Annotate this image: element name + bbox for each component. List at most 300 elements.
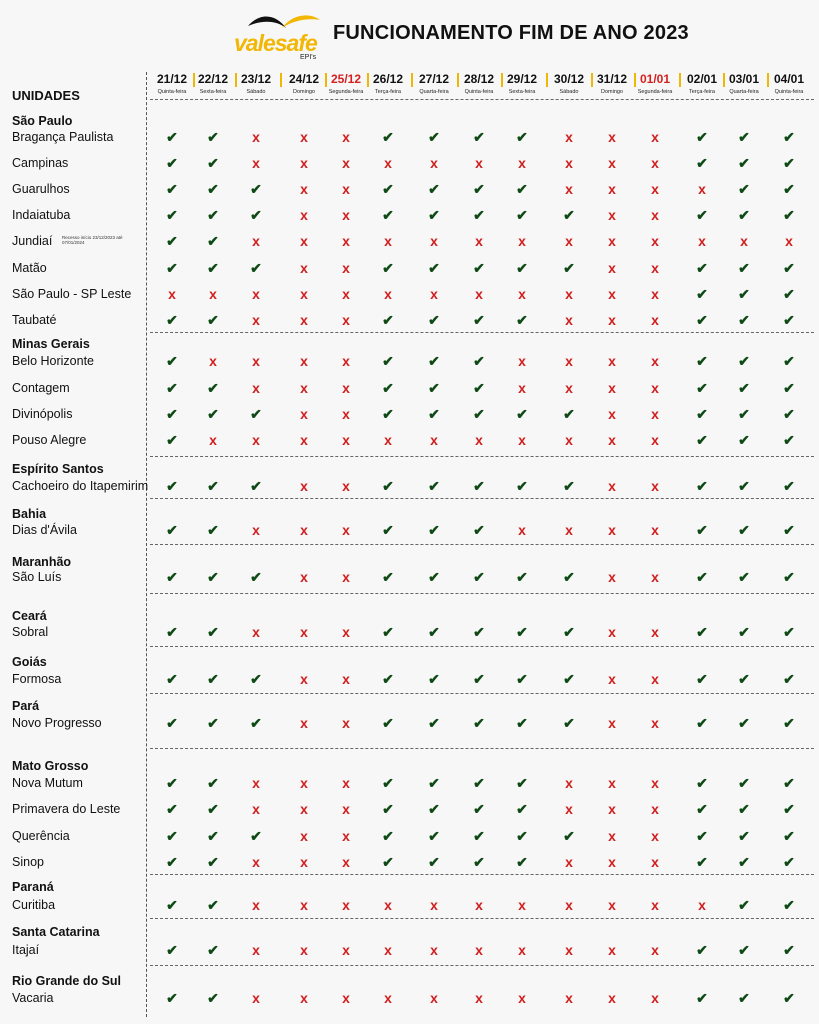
closed-x-icon: x xyxy=(475,432,483,448)
closed-x-icon: x xyxy=(565,432,573,448)
closed-x-icon: x xyxy=(342,801,350,817)
section-divider xyxy=(150,498,814,499)
closed-x-icon: x xyxy=(300,624,308,640)
unit-name: Guarulhos xyxy=(12,182,70,196)
closed-x-icon: x xyxy=(342,155,350,171)
closed-x-icon: x xyxy=(300,671,308,687)
closed-x-icon: x xyxy=(651,207,659,223)
open-check-icon: ✔ xyxy=(428,522,440,538)
open-check-icon: ✔ xyxy=(696,942,708,958)
open-check-icon: ✔ xyxy=(516,260,528,276)
closed-x-icon: x xyxy=(651,828,659,844)
unit-name: São Paulo - SP Leste xyxy=(12,287,132,301)
state-name: Paraná xyxy=(12,880,54,894)
open-check-icon: ✔ xyxy=(783,715,795,731)
open-check-icon: ✔ xyxy=(696,260,708,276)
open-check-icon: ✔ xyxy=(382,569,394,585)
open-check-icon: ✔ xyxy=(738,775,750,791)
closed-x-icon: x xyxy=(209,432,217,448)
open-check-icon: ✔ xyxy=(473,775,485,791)
closed-x-icon: x xyxy=(300,854,308,870)
closed-x-icon: x xyxy=(565,942,573,958)
open-check-icon: ✔ xyxy=(207,828,219,844)
open-check-icon: ✔ xyxy=(738,286,750,302)
open-check-icon: ✔ xyxy=(207,233,219,249)
column-separator xyxy=(325,73,327,87)
unit-name: Divinópolis xyxy=(12,407,73,421)
open-check-icon: ✔ xyxy=(382,624,394,640)
unit-name: Novo Progresso xyxy=(12,716,102,730)
column-date: 31/12 xyxy=(596,72,628,86)
open-check-icon: ✔ xyxy=(207,155,219,171)
column-separator xyxy=(767,73,769,87)
closed-x-icon: x xyxy=(518,233,526,249)
closed-x-icon: x xyxy=(608,775,616,791)
open-check-icon: ✔ xyxy=(516,828,528,844)
open-check-icon: ✔ xyxy=(783,522,795,538)
closed-x-icon: x xyxy=(698,897,706,913)
closed-x-icon: x xyxy=(300,406,308,422)
column-separator xyxy=(411,73,413,87)
open-check-icon: ✔ xyxy=(783,478,795,494)
open-check-icon: ✔ xyxy=(783,801,795,817)
closed-x-icon: x xyxy=(651,406,659,422)
open-check-icon: ✔ xyxy=(696,353,708,369)
closed-x-icon: x xyxy=(342,129,350,145)
logo-wordmark: valesafe xyxy=(234,30,317,56)
open-check-icon: ✔ xyxy=(738,155,750,171)
closed-x-icon: x xyxy=(651,801,659,817)
open-check-icon: ✔ xyxy=(563,624,575,640)
closed-x-icon: x xyxy=(252,854,260,870)
open-check-icon: ✔ xyxy=(738,260,750,276)
closed-x-icon: x xyxy=(384,233,392,249)
valesafe-logo xyxy=(232,12,322,62)
open-check-icon: ✔ xyxy=(207,569,219,585)
open-check-icon: ✔ xyxy=(428,828,440,844)
closed-x-icon: x xyxy=(342,406,350,422)
section-divider xyxy=(150,748,814,749)
open-check-icon: ✔ xyxy=(428,353,440,369)
open-check-icon: ✔ xyxy=(382,129,394,145)
column-date: 30/12 xyxy=(553,72,585,86)
open-check-icon: ✔ xyxy=(428,624,440,640)
column-date: 03/01 xyxy=(728,72,760,86)
unit-name: Taubaté xyxy=(12,313,57,327)
open-check-icon: ✔ xyxy=(473,624,485,640)
closed-x-icon: x xyxy=(209,286,217,302)
closed-x-icon: x xyxy=(342,312,350,328)
open-check-icon: ✔ xyxy=(382,522,394,538)
open-check-icon: ✔ xyxy=(382,478,394,494)
open-check-icon: ✔ xyxy=(783,854,795,870)
open-check-icon: ✔ xyxy=(696,380,708,396)
closed-x-icon: x xyxy=(651,181,659,197)
closed-x-icon: x xyxy=(430,990,438,1006)
closed-x-icon: x xyxy=(518,942,526,958)
open-check-icon: ✔ xyxy=(696,406,708,422)
open-check-icon: ✔ xyxy=(516,715,528,731)
unit-name: Nova Mutum xyxy=(12,776,83,790)
open-check-icon: ✔ xyxy=(250,478,262,494)
closed-x-icon: x xyxy=(342,207,350,223)
closed-x-icon: x xyxy=(608,155,616,171)
open-check-icon: ✔ xyxy=(738,854,750,870)
open-check-icon: ✔ xyxy=(473,522,485,538)
open-check-icon: ✔ xyxy=(428,406,440,422)
closed-x-icon: x xyxy=(518,155,526,171)
unit-name: Matão xyxy=(12,261,47,275)
closed-x-icon: x xyxy=(608,406,616,422)
logo-subtitle: EPI's xyxy=(300,54,317,61)
open-check-icon: ✔ xyxy=(428,569,440,585)
open-check-icon: ✔ xyxy=(250,260,262,276)
open-check-icon: ✔ xyxy=(428,854,440,870)
closed-x-icon: x xyxy=(300,897,308,913)
unit-name: Contagem xyxy=(12,381,70,395)
open-check-icon: ✔ xyxy=(250,828,262,844)
open-check-icon: ✔ xyxy=(250,207,262,223)
closed-x-icon: x xyxy=(608,897,616,913)
open-check-icon: ✔ xyxy=(563,828,575,844)
closed-x-icon: x xyxy=(518,522,526,538)
column-date: 21/12 xyxy=(156,72,188,86)
closed-x-icon: x xyxy=(608,312,616,328)
open-check-icon: ✔ xyxy=(696,624,708,640)
closed-x-icon: x xyxy=(430,233,438,249)
open-check-icon: ✔ xyxy=(166,990,178,1006)
closed-x-icon: x xyxy=(608,990,616,1006)
open-check-icon: ✔ xyxy=(473,129,485,145)
unit-note: Recesso início 23/12/2023 até 07/01/2024 xyxy=(62,235,123,245)
open-check-icon: ✔ xyxy=(696,522,708,538)
closed-x-icon: x xyxy=(565,380,573,396)
column-separator xyxy=(679,73,681,87)
state-name: Maranhão xyxy=(12,555,72,569)
open-check-icon: ✔ xyxy=(516,207,528,223)
open-check-icon: ✔ xyxy=(738,353,750,369)
open-check-icon: ✔ xyxy=(783,286,795,302)
closed-x-icon: x xyxy=(651,569,659,585)
column-separator xyxy=(546,73,548,87)
closed-x-icon: x xyxy=(518,380,526,396)
open-check-icon: ✔ xyxy=(516,569,528,585)
open-check-icon: ✔ xyxy=(382,353,394,369)
closed-x-icon: x xyxy=(342,990,350,1006)
closed-x-icon: x xyxy=(342,233,350,249)
closed-x-icon: x xyxy=(300,312,308,328)
open-check-icon: ✔ xyxy=(166,380,178,396)
closed-x-icon: x xyxy=(518,286,526,302)
closed-x-icon: x xyxy=(384,942,392,958)
closed-x-icon: x xyxy=(252,312,260,328)
closed-x-icon: x xyxy=(430,432,438,448)
open-check-icon: ✔ xyxy=(166,569,178,585)
open-check-icon: ✔ xyxy=(250,671,262,687)
closed-x-icon: x xyxy=(252,624,260,640)
open-check-icon: ✔ xyxy=(516,181,528,197)
open-check-icon: ✔ xyxy=(563,671,575,687)
closed-x-icon: x xyxy=(651,312,659,328)
closed-x-icon: x xyxy=(430,155,438,171)
open-check-icon: ✔ xyxy=(473,207,485,223)
open-check-icon: ✔ xyxy=(696,129,708,145)
open-check-icon: ✔ xyxy=(516,775,528,791)
header-divider xyxy=(150,99,814,100)
closed-x-icon: x xyxy=(252,286,260,302)
state-name: Pará xyxy=(12,699,40,713)
open-check-icon: ✔ xyxy=(166,775,178,791)
closed-x-icon: x xyxy=(300,942,308,958)
open-check-icon: ✔ xyxy=(473,671,485,687)
closed-x-icon: x xyxy=(565,522,573,538)
closed-x-icon: x xyxy=(608,478,616,494)
closed-x-icon: x xyxy=(565,286,573,302)
closed-x-icon: x xyxy=(608,854,616,870)
closed-x-icon: x xyxy=(608,207,616,223)
section-divider xyxy=(150,693,814,694)
open-check-icon: ✔ xyxy=(783,181,795,197)
open-check-icon: ✔ xyxy=(473,828,485,844)
closed-x-icon: x xyxy=(608,380,616,396)
closed-x-icon: x xyxy=(300,286,308,302)
open-check-icon: ✔ xyxy=(207,801,219,817)
open-check-icon: ✔ xyxy=(428,671,440,687)
open-check-icon: ✔ xyxy=(473,854,485,870)
closed-x-icon: x xyxy=(608,432,616,448)
open-check-icon: ✔ xyxy=(207,129,219,145)
unit-name: Cachoeiro do Itapemirim xyxy=(12,479,149,493)
state-name: Minas Gerais xyxy=(12,337,90,351)
open-check-icon: ✔ xyxy=(207,522,219,538)
closed-x-icon: x xyxy=(651,775,659,791)
closed-x-icon: x xyxy=(300,432,308,448)
open-check-icon: ✔ xyxy=(783,129,795,145)
closed-x-icon: x xyxy=(740,233,748,249)
open-check-icon: ✔ xyxy=(783,312,795,328)
closed-x-icon: x xyxy=(252,233,260,249)
vertical-divider xyxy=(146,72,147,1017)
closed-x-icon: x xyxy=(608,353,616,369)
column-weekday: Quinta-feira xyxy=(464,89,494,95)
open-check-icon: ✔ xyxy=(738,406,750,422)
closed-x-icon: x xyxy=(300,380,308,396)
closed-x-icon: x xyxy=(342,181,350,197)
open-check-icon: ✔ xyxy=(738,990,750,1006)
closed-x-icon: x xyxy=(651,715,659,731)
closed-x-icon: x xyxy=(608,129,616,145)
open-check-icon: ✔ xyxy=(473,478,485,494)
open-check-icon: ✔ xyxy=(783,671,795,687)
state-name: São Paulo xyxy=(12,114,73,128)
column-date: 23/12 xyxy=(240,72,272,86)
column-weekday: Sexta-feira xyxy=(199,89,227,95)
state-name: Rio Grande do Sul xyxy=(12,974,122,988)
open-check-icon: ✔ xyxy=(473,380,485,396)
closed-x-icon: x xyxy=(475,990,483,1006)
state-name: Ceará xyxy=(12,609,47,623)
open-check-icon: ✔ xyxy=(563,569,575,585)
closed-x-icon: x xyxy=(608,715,616,731)
open-check-icon: ✔ xyxy=(166,207,178,223)
open-check-icon: ✔ xyxy=(696,478,708,494)
open-check-icon: ✔ xyxy=(783,207,795,223)
closed-x-icon: x xyxy=(252,380,260,396)
unit-name: Belo Horizonte xyxy=(12,354,94,368)
closed-x-icon: x xyxy=(252,432,260,448)
open-check-icon: ✔ xyxy=(207,312,219,328)
closed-x-icon: x xyxy=(608,801,616,817)
closed-x-icon: x xyxy=(252,353,260,369)
open-check-icon: ✔ xyxy=(166,942,178,958)
open-check-icon: ✔ xyxy=(563,478,575,494)
open-check-icon: ✔ xyxy=(783,897,795,913)
open-check-icon: ✔ xyxy=(738,569,750,585)
open-check-icon: ✔ xyxy=(563,715,575,731)
open-check-icon: ✔ xyxy=(696,671,708,687)
column-separator xyxy=(501,73,503,87)
open-check-icon: ✔ xyxy=(382,775,394,791)
column-date: 22/12 xyxy=(197,72,229,86)
column-separator xyxy=(367,73,369,87)
closed-x-icon: x xyxy=(342,380,350,396)
closed-x-icon: x xyxy=(300,155,308,171)
closed-x-icon: x xyxy=(565,353,573,369)
open-check-icon: ✔ xyxy=(166,129,178,145)
closed-x-icon: x xyxy=(430,942,438,958)
closed-x-icon: x xyxy=(518,990,526,1006)
open-check-icon: ✔ xyxy=(783,380,795,396)
open-check-icon: ✔ xyxy=(738,671,750,687)
closed-x-icon: x xyxy=(168,286,176,302)
unit-name: Campinas xyxy=(12,156,69,170)
open-check-icon: ✔ xyxy=(382,854,394,870)
open-check-icon: ✔ xyxy=(473,715,485,731)
open-check-icon: ✔ xyxy=(166,260,178,276)
open-check-icon: ✔ xyxy=(428,207,440,223)
closed-x-icon: x xyxy=(565,990,573,1006)
open-check-icon: ✔ xyxy=(166,624,178,640)
closed-x-icon: x xyxy=(565,775,573,791)
open-check-icon: ✔ xyxy=(166,432,178,448)
open-check-icon: ✔ xyxy=(783,406,795,422)
column-weekday: Quinta-feira xyxy=(774,89,804,95)
unit-name: Curitiba xyxy=(12,898,56,912)
open-check-icon: ✔ xyxy=(428,312,440,328)
closed-x-icon: x xyxy=(608,233,616,249)
closed-x-icon: x xyxy=(252,155,260,171)
closed-x-icon: x xyxy=(300,828,308,844)
closed-x-icon: x xyxy=(651,233,659,249)
open-check-icon: ✔ xyxy=(428,260,440,276)
open-check-icon: ✔ xyxy=(166,897,178,913)
closed-x-icon: x xyxy=(651,260,659,276)
section-divider xyxy=(150,874,814,875)
unit-name: Formosa xyxy=(12,672,62,686)
open-check-icon: ✔ xyxy=(428,181,440,197)
closed-x-icon: x xyxy=(608,942,616,958)
closed-x-icon: x xyxy=(430,897,438,913)
state-name: Goiás xyxy=(12,655,47,669)
column-separator xyxy=(193,73,195,87)
closed-x-icon: x xyxy=(300,522,308,538)
closed-x-icon: x xyxy=(608,181,616,197)
closed-x-icon: x xyxy=(608,522,616,538)
open-check-icon: ✔ xyxy=(166,715,178,731)
closed-x-icon: x xyxy=(565,854,573,870)
closed-x-icon: x xyxy=(342,353,350,369)
open-check-icon: ✔ xyxy=(783,624,795,640)
closed-x-icon: x xyxy=(342,260,350,276)
open-check-icon: ✔ xyxy=(783,828,795,844)
units-column-header: UNIDADES xyxy=(12,88,80,103)
open-check-icon: ✔ xyxy=(783,260,795,276)
open-check-icon: ✔ xyxy=(516,854,528,870)
open-check-icon: ✔ xyxy=(696,715,708,731)
section-divider xyxy=(150,918,814,919)
open-check-icon: ✔ xyxy=(738,207,750,223)
closed-x-icon: x xyxy=(651,854,659,870)
open-check-icon: ✔ xyxy=(166,312,178,328)
open-check-icon: ✔ xyxy=(563,207,575,223)
closed-x-icon: x xyxy=(300,181,308,197)
unit-name: Vacaria xyxy=(12,991,54,1005)
open-check-icon: ✔ xyxy=(382,312,394,328)
open-check-icon: ✔ xyxy=(207,897,219,913)
closed-x-icon: x xyxy=(518,432,526,448)
open-check-icon: ✔ xyxy=(428,801,440,817)
open-check-icon: ✔ xyxy=(738,380,750,396)
open-check-icon: ✔ xyxy=(473,801,485,817)
open-check-icon: ✔ xyxy=(738,624,750,640)
open-check-icon: ✔ xyxy=(696,775,708,791)
open-check-icon: ✔ xyxy=(696,207,708,223)
open-check-icon: ✔ xyxy=(783,432,795,448)
unit-name: Bragança Paulista xyxy=(12,130,114,144)
closed-x-icon: x xyxy=(300,715,308,731)
closed-x-icon: x xyxy=(300,129,308,145)
closed-x-icon: x xyxy=(651,942,659,958)
open-check-icon: ✔ xyxy=(783,353,795,369)
open-check-icon: ✔ xyxy=(382,828,394,844)
unit-name: Dias d'Ávila xyxy=(12,523,77,537)
closed-x-icon: x xyxy=(342,897,350,913)
closed-x-icon: x xyxy=(518,897,526,913)
open-check-icon: ✔ xyxy=(207,181,219,197)
section-divider xyxy=(150,593,814,594)
open-check-icon: ✔ xyxy=(428,380,440,396)
closed-x-icon: x xyxy=(651,478,659,494)
closed-x-icon: x xyxy=(475,897,483,913)
open-check-icon: ✔ xyxy=(473,353,485,369)
closed-x-icon: x xyxy=(651,624,659,640)
open-check-icon: ✔ xyxy=(207,775,219,791)
open-check-icon: ✔ xyxy=(166,353,178,369)
closed-x-icon: x xyxy=(342,522,350,538)
unit-name: São Luís xyxy=(12,570,62,584)
closed-x-icon: x xyxy=(342,942,350,958)
open-check-icon: ✔ xyxy=(207,715,219,731)
column-weekday: Terça-feira xyxy=(375,89,401,95)
closed-x-icon: x xyxy=(785,233,793,249)
open-check-icon: ✔ xyxy=(516,801,528,817)
column-weekday: Quinta-feira xyxy=(157,89,187,95)
column-separator xyxy=(280,73,282,87)
unit-name: Indaiatuba xyxy=(12,208,71,222)
state-name: Bahia xyxy=(12,507,47,521)
open-check-icon: ✔ xyxy=(516,671,528,687)
closed-x-icon: x xyxy=(698,233,706,249)
